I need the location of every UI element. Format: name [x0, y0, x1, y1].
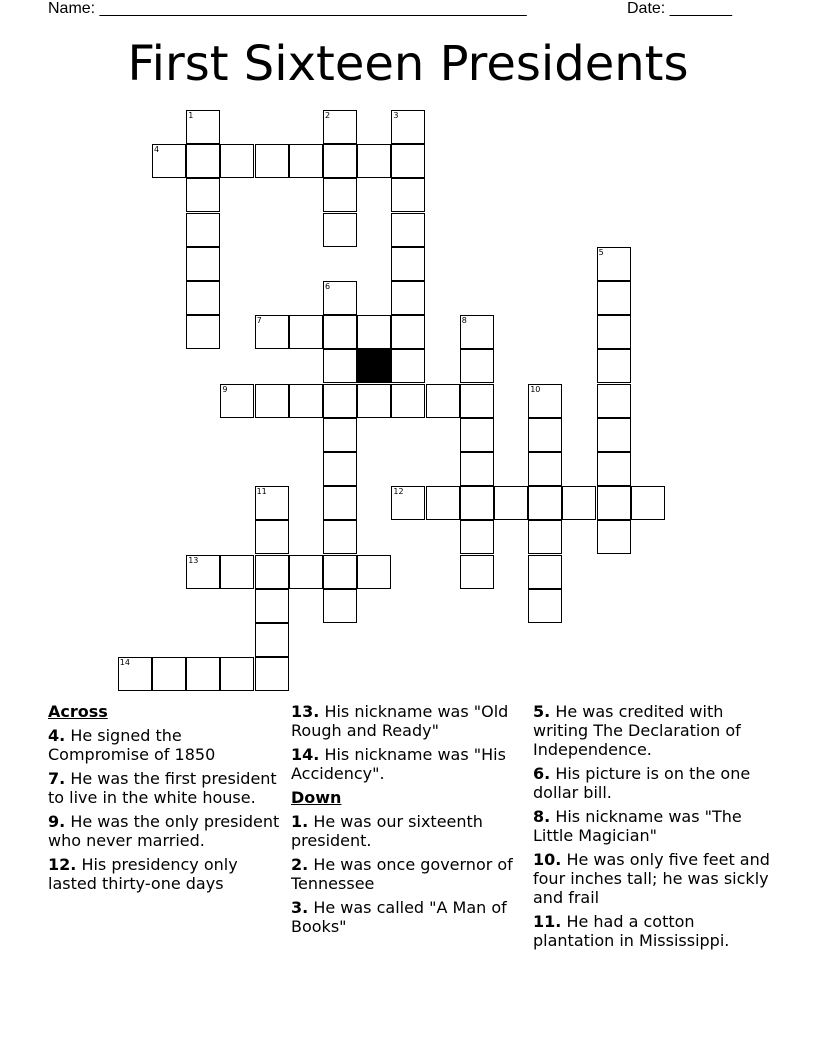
cell-number: 3 — [393, 111, 399, 120]
clue-down-5 — [533, 702, 778, 759]
grid-cell[interactable] — [460, 384, 494, 418]
grid-cell[interactable] — [597, 418, 631, 452]
cell-number: 8 — [461, 316, 467, 326]
grid-cell[interactable] — [494, 486, 528, 520]
grid-cell[interactable] — [460, 520, 494, 554]
grid-cell[interactable] — [597, 384, 631, 418]
grid-cell[interactable] — [391, 384, 425, 418]
cell-number: 14 — [119, 658, 130, 668]
grid-cell[interactable] — [186, 110, 220, 144]
clue-down-3 — [291, 898, 523, 936]
page-title: First Sixteen Presidents — [127, 36, 689, 92]
grid-cell[interactable] — [186, 657, 220, 691]
grid-cell[interactable] — [460, 315, 494, 349]
grid-cell[interactable] — [323, 384, 357, 418]
grid-cell[interactable] — [391, 281, 425, 315]
grid-cell[interactable] — [597, 520, 631, 554]
grid-cell[interactable] — [460, 555, 494, 589]
grid-cell[interactable] — [528, 452, 562, 486]
grid-cell[interactable] — [562, 486, 596, 520]
cell-number: 4 — [154, 145, 160, 155]
clue-text: His nickname was "The Little Magician" — [533, 807, 742, 845]
clue-column-1 — [48, 702, 280, 898]
clue-across-7 — [48, 769, 280, 807]
grid-cell[interactable] — [186, 247, 220, 281]
clue-text: He had a cotton plantation in Mississippi. — [533, 912, 730, 950]
across-heading: Across — [48, 702, 108, 721]
clue-text: He was only five feet and four inches tall; he was sickly and frail — [533, 850, 770, 907]
clue-text: He was our sixteenth president. — [291, 812, 483, 850]
clue-number: 6. — [533, 764, 551, 783]
grid-cell[interactable] — [289, 384, 323, 418]
grid-cell[interactable] — [597, 315, 631, 349]
grid-cell[interactable] — [323, 452, 357, 486]
clue-number: 1. — [291, 812, 309, 831]
grid-cell[interactable] — [323, 110, 357, 144]
grid-cell[interactable] — [255, 623, 289, 657]
clue-text: His nickname was "His Accidency". — [291, 745, 506, 783]
grid-cell[interactable] — [357, 555, 391, 589]
grid-block — [357, 349, 391, 383]
clue-number: 11. — [533, 912, 562, 931]
grid-cell[interactable] — [323, 281, 357, 315]
grid-cell[interactable] — [357, 384, 391, 418]
grid-cell[interactable] — [391, 213, 425, 247]
grid-cell[interactable] — [220, 384, 254, 418]
clue-across-13 — [291, 702, 523, 740]
cell-number: 9 — [222, 384, 228, 394]
grid-cell[interactable] — [528, 520, 562, 554]
grid-cell[interactable] — [255, 555, 289, 589]
down-heading: Down — [291, 788, 342, 807]
grid-cell[interactable] — [323, 589, 357, 623]
cell-number: 13 — [188, 555, 199, 565]
grid-cell[interactable] — [323, 349, 357, 383]
clue-number: 13. — [291, 702, 320, 721]
grid-cell[interactable] — [220, 657, 254, 691]
cell-number: 12 — [393, 487, 404, 497]
clue-across-4 — [48, 726, 280, 764]
clue-number: 4. — [48, 726, 66, 745]
grid-cell[interactable] — [220, 144, 254, 178]
grid-cell[interactable] — [255, 520, 289, 554]
grid-cell[interactable] — [289, 144, 323, 178]
grid-cell[interactable] — [597, 349, 631, 383]
clue-column-3 — [533, 702, 778, 955]
grid-cell[interactable] — [391, 110, 425, 144]
name-field-label: Name: ________________________________________________ — [48, 0, 527, 17]
grid-cell[interactable] — [255, 144, 289, 178]
grid-cell[interactable] — [528, 418, 562, 452]
cell-number: 1 — [188, 111, 194, 120]
cell-number: 5 — [598, 247, 604, 257]
grid-cell[interactable] — [323, 178, 357, 212]
grid-cell[interactable] — [289, 315, 323, 349]
clue-down-10 — [533, 850, 778, 907]
clue-down-1 — [291, 812, 523, 850]
clue-text: He was the first president to live in the white house. — [48, 769, 277, 807]
cell-number: 7 — [256, 316, 262, 326]
grid-cell[interactable] — [323, 315, 357, 349]
grid-cell[interactable] — [460, 486, 494, 520]
clue-across-9 — [48, 812, 280, 850]
grid-cell[interactable] — [460, 418, 494, 452]
grid-cell[interactable] — [186, 555, 220, 589]
grid-cell[interactable] — [357, 315, 391, 349]
grid-cell[interactable] — [528, 555, 562, 589]
grid-cell[interactable] — [255, 589, 289, 623]
grid-cell[interactable] — [426, 486, 460, 520]
grid-cell[interactable] — [186, 144, 220, 178]
grid-cell[interactable] — [255, 657, 289, 691]
grid-cell[interactable] — [597, 486, 631, 520]
grid-cell[interactable] — [186, 315, 220, 349]
clue-text: He was credited with writing The Declaration of Independence. — [533, 702, 741, 759]
grid-cell[interactable] — [391, 144, 425, 178]
clue-text: He was the only president who never married. — [48, 812, 280, 850]
clue-across-14 — [291, 745, 523, 783]
clue-text: His picture is on the one dollar bill. — [533, 764, 751, 802]
grid-cell[interactable] — [426, 384, 460, 418]
clue-down-8 — [533, 807, 778, 845]
grid-cell[interactable] — [597, 452, 631, 486]
grid-cell[interactable] — [186, 281, 220, 315]
grid-cell[interactable] — [186, 178, 220, 212]
grid-cell[interactable] — [152, 144, 186, 178]
grid-cell[interactable] — [255, 384, 289, 418]
grid-cell[interactable] — [323, 144, 357, 178]
grid-cell[interactable] — [118, 657, 152, 691]
grid-cell[interactable] — [152, 657, 186, 691]
cell-number: 11 — [256, 487, 267, 497]
grid-cell[interactable] — [186, 213, 220, 247]
grid-cell[interactable] — [255, 486, 289, 520]
grid-cell[interactable] — [357, 144, 391, 178]
cell-number: 10 — [530, 384, 541, 394]
clue-across-12 — [48, 855, 280, 893]
clue-number: 9. — [48, 812, 66, 831]
clue-text: His presidency only lasted thirty-one days — [48, 855, 238, 893]
clue-number: 5. — [533, 702, 551, 721]
clue-text: He was once governor of Tennessee — [291, 855, 513, 893]
grid-cell[interactable] — [391, 247, 425, 281]
grid-cell[interactable] — [631, 486, 665, 520]
clue-number: 8. — [533, 807, 551, 826]
grid-cell[interactable] — [391, 315, 425, 349]
grid-cell[interactable] — [289, 555, 323, 589]
date-field-label: Date: _______ — [627, 0, 732, 17]
grid-cell[interactable] — [460, 349, 494, 383]
grid-cell[interactable] — [597, 281, 631, 315]
grid-cell[interactable] — [323, 213, 357, 247]
clue-number: 7. — [48, 769, 66, 788]
clue-down-11 — [533, 912, 778, 950]
clue-text: He signed the Compromise of 1850 — [48, 726, 216, 764]
cell-number: 2 — [325, 111, 331, 120]
clue-number: 10. — [533, 850, 562, 869]
grid-cell[interactable] — [460, 452, 494, 486]
grid-cell[interactable] — [323, 555, 357, 589]
clue-number: 12. — [48, 855, 77, 874]
clue-text: His nickname was "Old Rough and Ready" — [291, 702, 509, 740]
grid-cell[interactable] — [323, 486, 357, 520]
grid-cell[interactable] — [255, 315, 289, 349]
clue-down-2 — [291, 855, 523, 893]
grid-cell[interactable] — [391, 178, 425, 212]
grid-cell[interactable] — [597, 247, 631, 281]
clue-text: He was called "A Man of Books" — [291, 898, 507, 936]
clue-number: 2. — [291, 855, 309, 874]
clue-column-2 — [291, 702, 523, 941]
grid-cell[interactable] — [391, 349, 425, 383]
grid-cell[interactable] — [528, 486, 562, 520]
grid-cell[interactable] — [220, 555, 254, 589]
grid-cell[interactable] — [528, 384, 562, 418]
clue-down-6 — [533, 764, 778, 802]
grid-cell[interactable] — [323, 418, 357, 452]
clue-number: 14. — [291, 745, 320, 764]
grid-cell[interactable] — [528, 589, 562, 623]
grid-cell[interactable] — [391, 486, 425, 520]
clue-number: 3. — [291, 898, 309, 917]
grid-cell[interactable] — [323, 520, 357, 554]
cell-number: 6 — [325, 282, 331, 291]
